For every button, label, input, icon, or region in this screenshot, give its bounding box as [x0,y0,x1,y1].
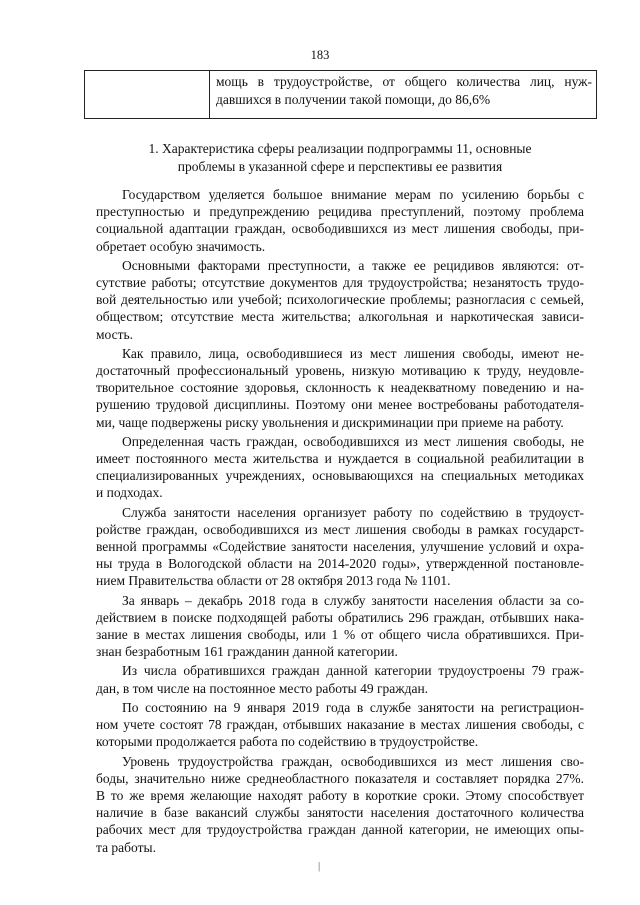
paragraph-line: вой деятельностью или учебой; психологические проблемы; разногласия с семьей, [96,292,584,308]
paragraph [96,345,584,431]
paragraph-line: Как правило, лица, освободившиеся из мест лишения свободы, имеют не- [122,345,584,361]
table-cell-empty [85,71,210,119]
paragraph-line: достаточный профессиональный уровень, низкую мотивацию к труду, неудовле- [96,363,584,379]
paragraph-line: По состоянию на 9 января 2019 года в службе занятости на регистрацион- [122,699,584,715]
paragraph [96,699,584,751]
paragraph-line: которыми продолжается работа по содействию в трудоустройстве. [96,734,479,750]
paragraph-line: За январь – декабрь 2018 года в службу занятости населения области за со- [122,592,584,608]
paragraph [96,257,584,343]
paragraph-line: знан безработным 161 гражданин данной категории. [96,644,398,660]
table-line: давшихся в получении такой помощи, до 86,6% [216,92,491,107]
paragraph-line: творительное состояние здоровья, склонность к неадекватному поведению и на- [96,380,584,396]
paragraph-line: нием Правительства области от 28 октября 2013 года № 1101. [96,573,451,589]
paragraph-line: ройстве граждан, освободившихся из мест лишения свободы в рамках государст- [96,521,584,537]
paragraph-line: Определенная часть граждан, освободившихся из мест лишения свободы, не [122,433,584,449]
section-heading [120,140,560,176]
paragraph-line: ном учете состоят 78 граждан, отбывших наказание в местах лишения свободы, с [96,717,584,733]
paragraph-line: Государством уделяется большое внимание мерам по усилению борьбы с [122,187,584,202]
paragraph-line: специализированных учреждениях, основывающихся на специальных методиках [96,468,584,484]
paragraph-line: рабочих мест для трудоустройства граждан данной категории, не имеющих опы- [96,822,584,838]
paragraph-line: и подходах. [96,485,163,501]
heading-line: 1. Характеристика сферы реализации подпрограммы 11, основные [148,141,532,156]
paragraph-line: обретает особую значимость. [96,238,266,254]
paragraph-line: Основными факторами преступности, а также ее рецидивов являются: от- [122,257,584,273]
paragraph-line: зание в местах лишения свободы, или 1 % от общего числа обратившихся. При- [96,627,584,643]
footer-mark: | [318,860,321,872]
table-cell-text [210,71,597,119]
paragraph-line: та работы. [96,839,156,855]
paragraph-line: ми, чаще подвержены риску увольнения и дискриминации при приеме на работу. [96,414,564,430]
paragraph [96,186,584,255]
paragraph-line: сутствие работы; отсутствие документов для трудоустройства; незанятость трудо- [96,275,584,291]
paragraph-line: Из числа обратившихся граждан данной категории трудоустроены 79 граж- [122,663,584,679]
table-line: мощь в трудоустройстве, от общего количества лиц, нуж- [216,74,592,89]
paragraph-line: преступностью и предупреждению рецидива преступлений, поэтому проблема [96,204,584,220]
paragraph [96,592,584,661]
paragraph-line: В то же время желающие находят работу в короткие сроки. Этому способствует [96,787,584,803]
paragraph-line: имеет постоянного места жительства и нуждается в социальной реабилитации в [96,451,584,467]
paragraph-line: обществом; отсутствие места жительства; алкогольная и наркотическая зависи- [96,309,584,325]
paragraph-line: Служба занятости населения организует работу по содействию в трудоуст- [122,504,584,520]
paragraph-line: социальной адаптации граждан, освободившихся из мест лишения свободы, при- [96,221,584,237]
paragraph-line: рушению трудовой дисциплины. Поэтому они менее востребованы работодателя- [96,397,584,413]
paragraph-line: боды, значительно ниже среднеобластного показателя и составляет порядка 27%. [96,770,584,786]
table-row [85,71,597,119]
paragraph-line: дан, в том числе на постоянное место работы 49 граждан. [96,680,429,696]
paragraph-line: венной программы «Содействие занятости населения, улучшение условий и охра- [96,539,584,555]
paragraph-line: Уровень трудоустройства граждан, освободившихся из мест лишения сво- [122,753,584,769]
paragraph [96,433,584,502]
continuation-table [84,70,597,119]
page-number: 183 [310,48,330,62]
paragraph [96,753,584,856]
paragraph [96,662,584,696]
paragraph-line: наличие в базе вакансий службы занятости населения достаточного количества [96,805,584,821]
paragraph [96,504,584,590]
heading-line: проблемы в указанной сфере и перспективы ее развития [177,159,503,174]
paragraph-line: действием в поиске подходящей работы обратились 296 граждан, отбывших нака- [96,609,584,625]
paragraph-line: ны труда в Вологодской области на 2014-2020 годы», утвержденной постановле- [96,556,584,572]
body-text [96,186,584,858]
paragraph-line: мость. [96,326,134,342]
